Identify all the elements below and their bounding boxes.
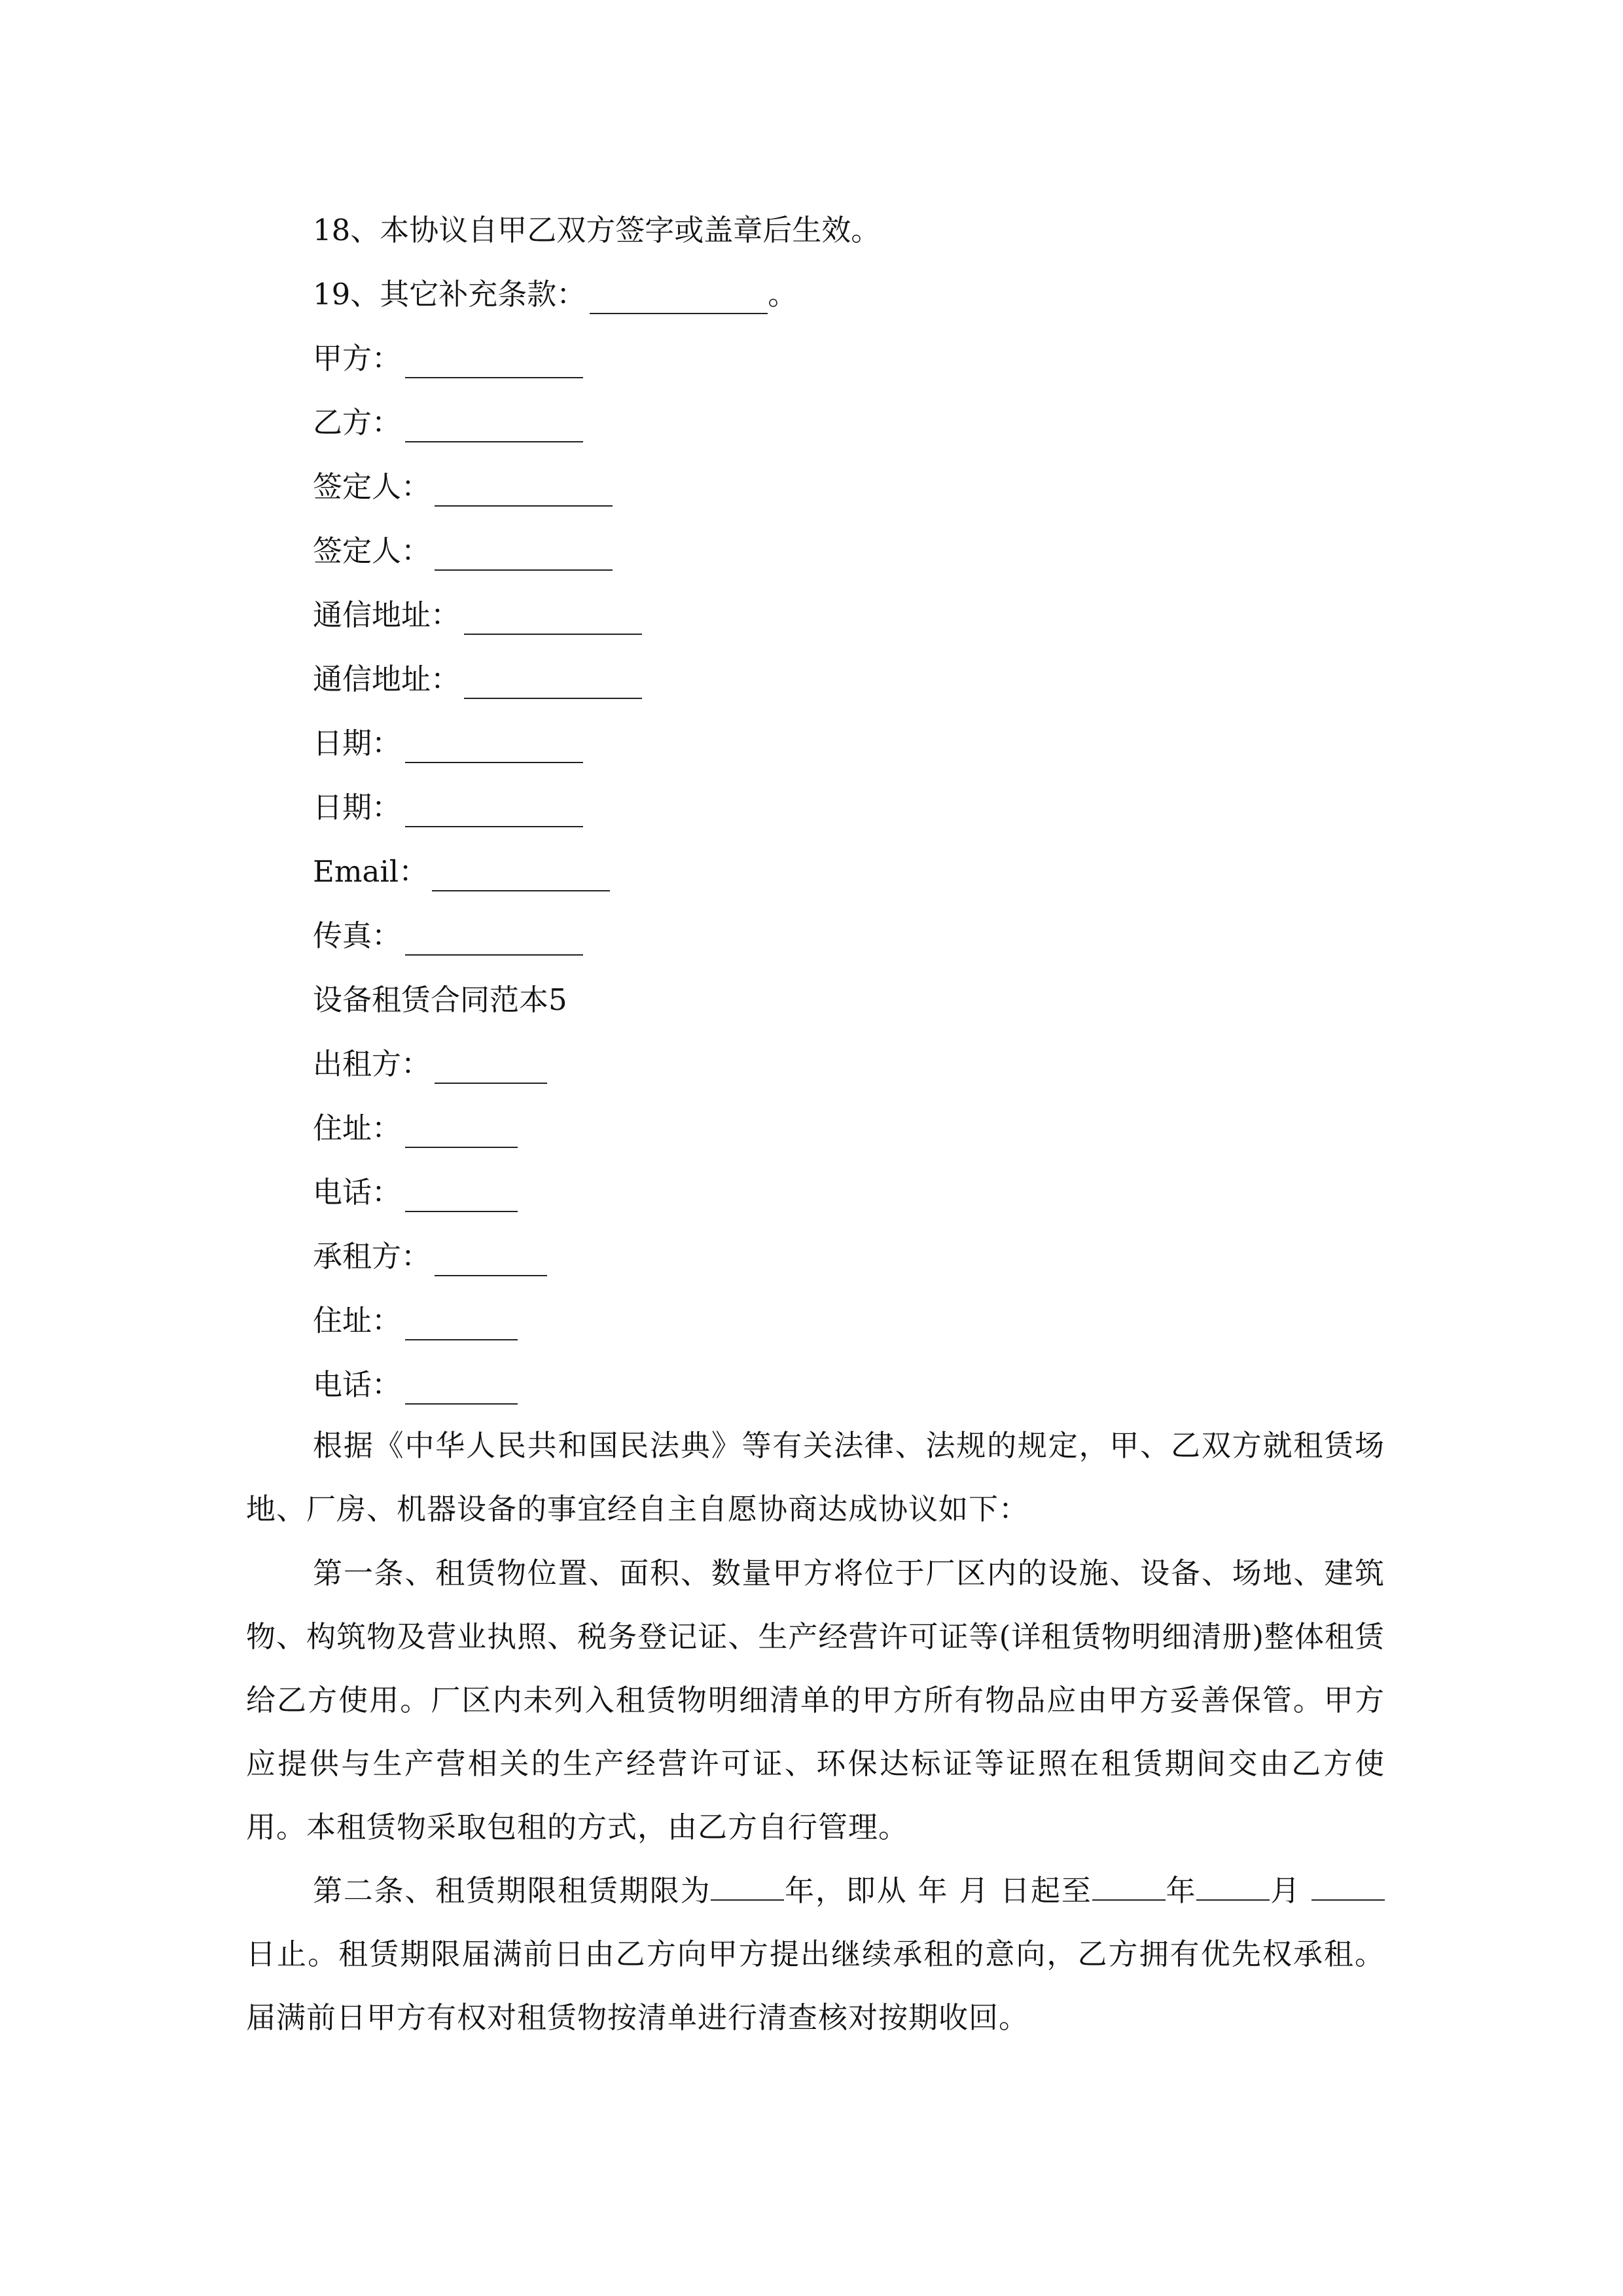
clause-19-label: 19、其它补充条款： <box>313 277 586 312</box>
date-2-label: 日期： <box>313 790 402 825</box>
lessor-address-blank <box>405 1118 518 1148</box>
fax-label: 传真： <box>313 918 402 953</box>
fax-blank <box>405 925 583 956</box>
address-2-blank <box>464 669 642 699</box>
address-1-line <box>313 596 642 635</box>
lessor-address-label: 住址： <box>313 1111 402 1145</box>
contract-5-title-text: 设备租赁合同范本5 <box>313 982 567 1017</box>
party-b-line <box>313 403 583 442</box>
party-a-blank <box>405 348 583 378</box>
lessee-address-blank <box>405 1310 518 1340</box>
lessee-phone-blank <box>405 1374 518 1405</box>
lessor-phone-blank <box>405 1182 518 1212</box>
lessor-blank <box>435 1054 547 1084</box>
lessee-label: 承租方： <box>313 1239 431 1274</box>
signer-1-label: 签定人： <box>313 469 431 504</box>
address-2-line <box>313 660 642 699</box>
lessee-address-line <box>313 1301 518 1340</box>
address-2-label: 通信地址： <box>313 662 461 696</box>
email-blank <box>432 861 610 891</box>
lessor-phone-line <box>313 1173 518 1212</box>
signer-2-label: 签定人： <box>313 533 431 568</box>
article-1-paragraph <box>246 1541 1385 1859</box>
clause-19-blank <box>590 284 768 314</box>
article-1-text: 第一条、租赁物位置、面积、数量甲方将位于厂区内的设施、设备、场地、建筑物、构筑物及营业执照、税务登记证、生产经营许可证等(详租赁物明细清册)整体租赁给乙方使用。厂区内未列入租赁物明细清单的甲方所有物品应由甲方妥善保管。甲方应提供与生产营相关的生产经营许可证、环保达标证等证照在租赁期间交由乙方使用。本租赁物采取包租的方式，由乙方自行管理。 <box>246 1556 1385 1844</box>
email-line <box>313 852 610 891</box>
lessor-address-line <box>313 1109 518 1148</box>
clause-19-end: 。 <box>768 277 798 312</box>
intro-text: 根据《中华人民共和国民法典》等有关法律、法规的规定，甲、乙双方就租赁场地、厂房、机器设备的事宜经自主自愿协商达成协议如下： <box>246 1428 1385 1526</box>
date-1-blank <box>405 733 583 763</box>
lessee-phone-label: 电话： <box>313 1367 402 1402</box>
lessor-phone-label: 电话： <box>313 1175 402 1210</box>
fax-line <box>313 916 583 956</box>
article-2-part4: 月 <box>1270 1873 1301 1908</box>
address-1-blank <box>464 605 642 635</box>
article-2-part1: 第二条、租赁期限租赁期限为 <box>313 1873 711 1908</box>
date-1-line <box>313 724 583 763</box>
date-2-blank <box>405 797 583 827</box>
clause-19 <box>313 275 797 314</box>
lessee-phone-line <box>313 1365 518 1405</box>
email-label: Email： <box>313 854 429 889</box>
article-2-end-month-blank <box>1196 1873 1270 1901</box>
article-2-end-year-blank <box>1092 1873 1166 1901</box>
lessee-line <box>313 1237 547 1276</box>
article-2-part3: 年 <box>1165 1873 1197 1908</box>
signer-2-line <box>313 531 613 571</box>
article-2-part2: 年，即从 年 月 日起至 <box>784 1873 1092 1908</box>
lessor-line <box>313 1045 547 1084</box>
clause-18-text: 18、本协议自甲乙双方签字或盖章后生效。 <box>313 213 881 247</box>
date-1-label: 日期： <box>313 726 402 761</box>
article-2-paragraph <box>246 1859 1385 2049</box>
lessee-blank <box>435 1246 547 1276</box>
intro-paragraph <box>246 1414 1385 1541</box>
lessee-address-label: 住址： <box>313 1303 402 1338</box>
address-1-label: 通信地址： <box>313 598 461 632</box>
signer-1-blank <box>435 476 613 507</box>
signer-1-line <box>313 467 613 507</box>
contract-5-title <box>313 980 567 1020</box>
party-a-label: 甲方： <box>313 341 402 376</box>
clause-18 <box>313 211 880 250</box>
party-b-blank <box>405 412 583 442</box>
date-2-line <box>313 788 583 827</box>
article-2-years-blank <box>711 1873 784 1901</box>
article-2-end-day-blank <box>1311 1873 1385 1901</box>
party-a-line <box>313 339 583 378</box>
party-b-label: 乙方： <box>313 405 402 440</box>
lessor-label: 出租方： <box>313 1047 431 1081</box>
signer-2-blank <box>435 541 613 571</box>
article-2-part5: 日止。租赁期限届满前日由乙方向甲方提出继续承租的意向，乙方拥有优先权承租。届满前日甲方有权对租赁物按清单进行清查核对按期收回。 <box>246 1937 1385 2035</box>
